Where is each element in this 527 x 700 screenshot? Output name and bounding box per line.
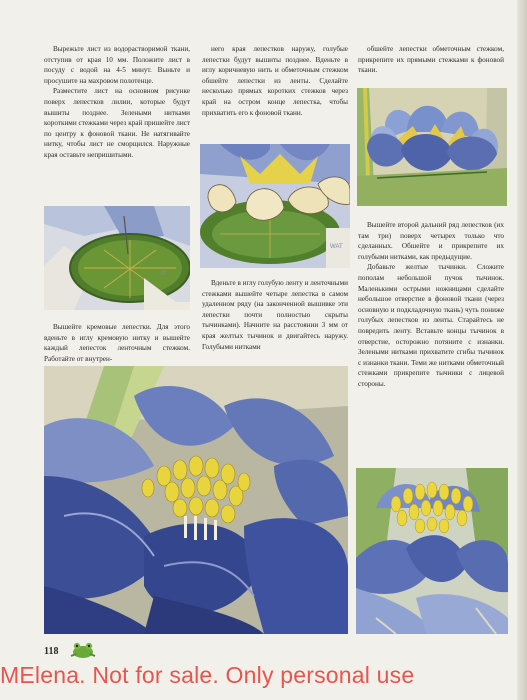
paragraph: Вышейте кремовые лепестки. Для этого вденьте в иглу кремовую нитку и вышейте каждый лепесток ленточным стежком. Работайте от внутрен- [44,323,190,363]
watermark-text: MElena. Not for sale. Only personal use [0,662,415,688]
column2-top-text [202,44,348,118]
photo-blue-lily-closeup [44,366,348,634]
paragraph: Добавьте желтые тычинки. Сложите пополам небольшой пучок тычинок. Маленькими острыми ножницами сделайте небольшое отверстие в фоновой ткани (через основную и подкладочную ткань) чуть пониже голубых лепестков из ленты. Старайтесь не повредить ленту. Вставьте концы тычинок в отверстие, осторожно потяните с изнанки. Зелеными нитками прихватите сгибы тычинок с изнанки ткани. Теми же нитками обметочный стежками прикрепите тычинки с лицевой стороны. [358,263,504,388]
column3-mid-text [358,220,504,390]
paragraph: Вденьте в иглу голубую ленту и ленточными стежками вышейте четыре лепестка в самом удаленном ряду (на законченной вышивке эти лепестки почти полностью скрыты тычинками). Начните на расстоянии 3 мм от края желтых тычинок и двигайтесь наружу. Голубыми нитками [202,279,348,351]
svg-text:WAT: WAT [330,244,343,250]
paragraph: Вырежьте лист из водорастворимой ткани, отступив от края 10 мм. Положите лист в посуду с водой на 4-5 минут. Выньте и просушите на махровом полотенце. [44,45,190,85]
frog-icon [68,640,98,660]
photo-blue-petal-rows [357,88,507,206]
column2-mid-text [202,278,348,352]
photo-cream-petals [200,144,350,268]
photo-leaf-stitching [44,206,190,310]
paragraph: Разместите лист на основном рисунке поверх лепестков лилии, которые будут вышиты позднее. Зелеными нитками короткими стежками через край пришейте лист по центру к фоновой ткани. Не натягивайте нитку, чтобы лист не сморщился. Наружные края оставьте непришитыми. [44,87,190,159]
photo-finished-lily [356,468,508,634]
column1-mid-text [44,322,190,364]
page-number: 118 [44,646,59,657]
page-spine-shadow [517,0,527,700]
svg-text:W: W [159,267,170,277]
paragraph: Вышейте второй дальний ряд лепестков (их там три) поверх четырех только что сделанных. Обшейте и прикрепите их голубыми нитками, как предыдущие. [358,221,504,261]
column1-top-text [44,44,190,161]
paragraph: него края лепестков наружу, голубые лепестки будут вышиты позднее. Вденьте в иглу коричневую нить и обметочным стежком обшейте лепестки из ленты. Сделайте несколько прямых коротких стежков через край на остром конце лепестка, чтобы прихватить его к фоновой ткани. [202,45,348,117]
paragraph: обшейте лепестки обметочным стежком, прикрепите их прямыми стежками к фоновой ткани. [358,45,504,75]
column3-top-text [358,44,504,76]
